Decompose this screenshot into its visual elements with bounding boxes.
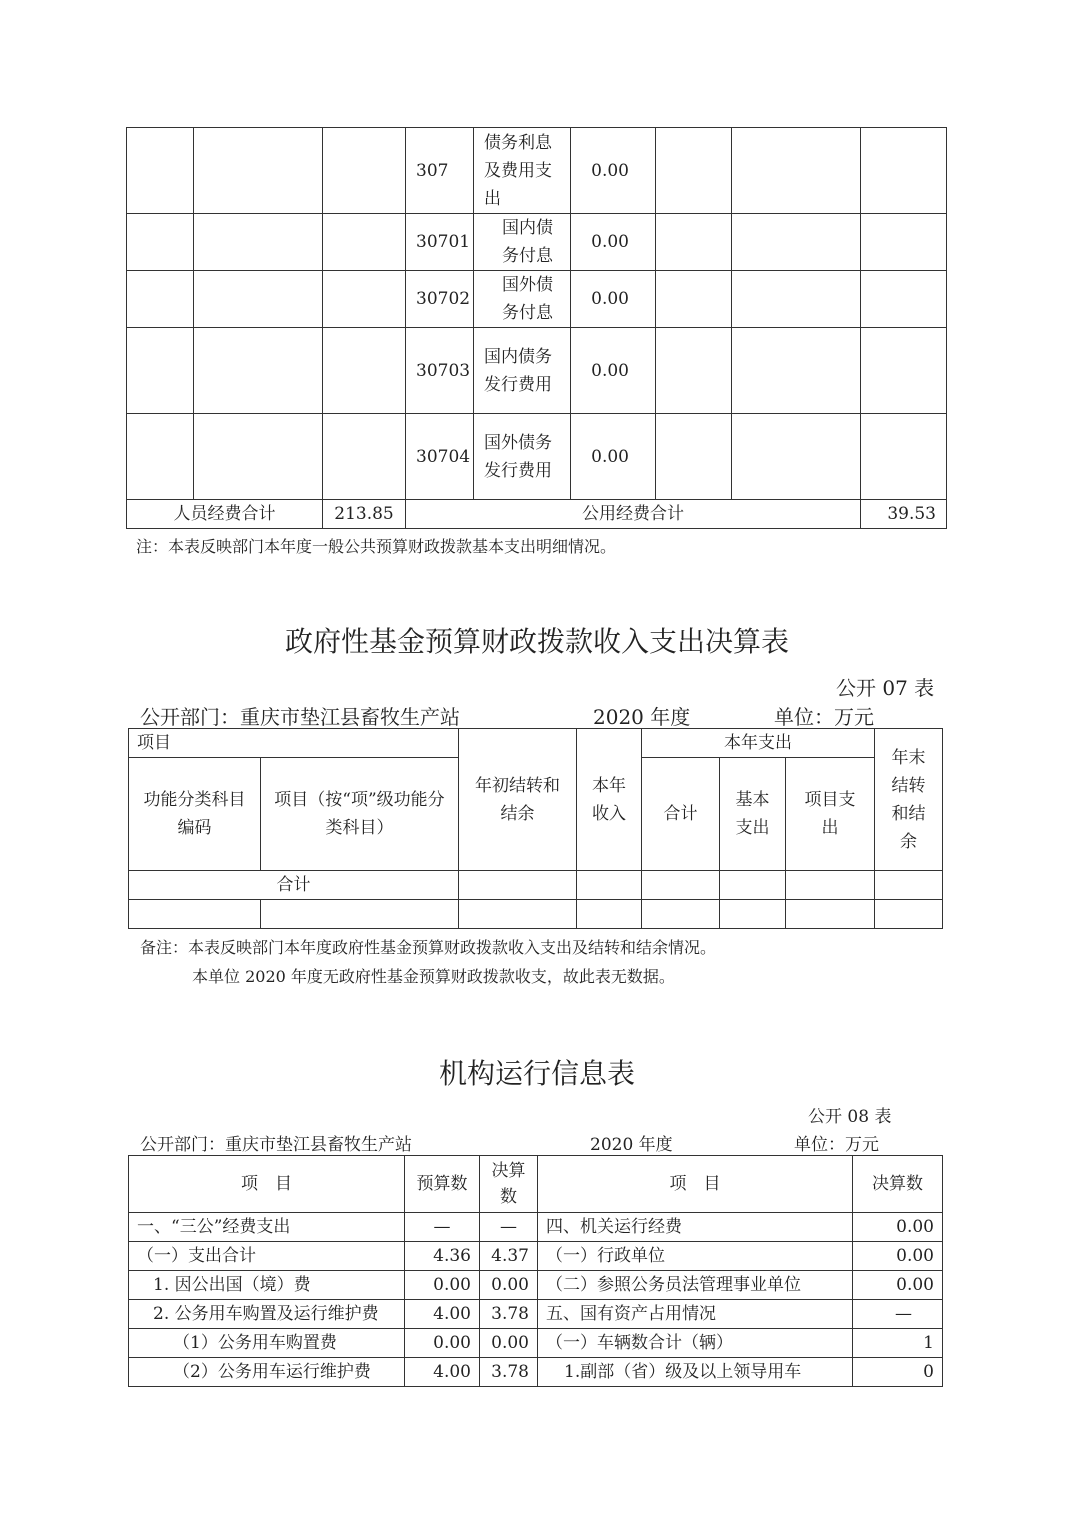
fund-table-title: 政府性基金预算财政拨款收入支出决算表 — [284, 625, 789, 658]
public-total-label: 公用经费合计 — [406, 500, 861, 529]
expense-code: 30701 — [406, 214, 474, 271]
fund-table-code: 公开 07 表 — [836, 676, 935, 700]
table-row — [127, 414, 947, 500]
header-total: 合计 — [642, 758, 720, 871]
table-row — [129, 1271, 943, 1300]
row-right-value: 0.00 — [853, 1213, 943, 1242]
row-budget: 4.00 — [405, 1300, 480, 1329]
row-final: 0.00 — [480, 1329, 538, 1358]
operation-table-code: 公开 08 表 — [808, 1107, 892, 1127]
expense-detail-table — [126, 127, 947, 529]
expense-name: 国外债务发行费用 — [484, 432, 552, 481]
expense-code: 307 — [406, 128, 474, 214]
row-left-label: 1. 因公出国（境）费 — [129, 1271, 405, 1300]
row-budget: 4.36 — [405, 1242, 480, 1271]
header-final-left: 决算数 — [491, 1161, 526, 1207]
table-row — [129, 1242, 943, 1271]
expense-amount: 0.00 — [571, 128, 656, 214]
personnel-total-value: 213.85 — [323, 500, 406, 529]
table-row — [129, 900, 943, 929]
row-budget: — — [405, 1213, 480, 1242]
expense-amount: 0.00 — [571, 414, 656, 500]
table-footer-row — [127, 500, 947, 529]
row-left-label: （1）公务用车购置费 — [129, 1329, 405, 1358]
header-func-code: 功能分类科目编码 — [143, 790, 246, 838]
fund-unit: 单位：万元 — [774, 705, 874, 729]
row-final: 4.37 — [480, 1242, 538, 1271]
expense-name: 国外债务付息 — [502, 275, 553, 323]
header-income: 本年收入 — [592, 775, 626, 824]
table-row — [129, 1329, 943, 1358]
row-right-value: 0.00 — [853, 1271, 943, 1300]
row-left-label: （2）公务用车运行维护费 — [129, 1358, 405, 1387]
operation-dept: 公开部门：重庆市垫江县畜牧生产站 — [140, 1135, 412, 1155]
row-right-label: 1.副部（省）级及以上领导用车 — [538, 1358, 853, 1387]
header-project-exp: 项目支出 — [804, 790, 856, 838]
expense-name: 国内债务发行费用 — [484, 346, 552, 395]
header-item-right: 项 目 — [538, 1156, 853, 1213]
table-row — [129, 871, 943, 900]
row-final: 3.78 — [480, 1300, 538, 1329]
row-left-label: 2. 公务用车购置及运行维护费 — [129, 1300, 405, 1329]
row-final: — — [480, 1213, 538, 1242]
fund-note-2: 本单位 2020 年度无政府性基金预算财政拨款收支，故此表无数据。 — [192, 967, 675, 986]
row-right-label: （二）参照公务员法管理事业单位 — [538, 1271, 853, 1300]
table-header-row — [129, 1156, 943, 1213]
table-header-row — [129, 729, 943, 758]
total-label: 合计 — [129, 871, 459, 900]
row-final: 0.00 — [480, 1271, 538, 1300]
operation-unit: 单位：万元 — [794, 1135, 879, 1155]
table-row — [129, 1300, 943, 1329]
header-project: 项目 — [129, 729, 459, 758]
row-budget: 0.00 — [405, 1271, 480, 1300]
expense-name: 国内债务付息 — [502, 218, 553, 266]
operation-table — [128, 1155, 943, 1387]
table-row — [129, 1213, 943, 1242]
table-row — [127, 271, 947, 328]
row-final: 3.78 — [480, 1358, 538, 1387]
expense-amount: 0.00 — [571, 271, 656, 328]
header-item-left: 项 目 — [129, 1156, 405, 1213]
row-budget: 4.00 — [405, 1358, 480, 1387]
row-right-value: — — [853, 1300, 943, 1329]
header-basic: 基本支出 — [735, 790, 770, 838]
expense-code: 30703 — [406, 328, 474, 414]
row-right-value: 1 — [853, 1329, 943, 1358]
row-left-label: （一）支出合计 — [129, 1242, 405, 1271]
fund-year: 2020 年度 — [593, 705, 691, 729]
row-right-label: 五、国有资产占用情况 — [538, 1300, 853, 1329]
expense-code: 30702 — [406, 271, 474, 328]
table-row — [129, 1358, 943, 1387]
operation-year: 2020 年度 — [590, 1135, 673, 1155]
row-right-value: 0.00 — [853, 1242, 943, 1271]
header-item: 项目（按“项”级功能分类科目） — [274, 790, 445, 838]
row-right-value: 0 — [853, 1358, 943, 1387]
public-total-value: 39.53 — [861, 500, 947, 529]
expense-code: 30704 — [406, 414, 474, 500]
header-expense-group: 本年支出 — [642, 729, 875, 758]
row-right-label: 四、机关运行经费 — [538, 1213, 853, 1242]
fund-table — [128, 728, 943, 929]
header-carry-end: 年末结转和结余 — [891, 747, 926, 852]
expense-name: 债务利息及费用支出 — [484, 132, 552, 209]
table1-note: 注：本表反映部门本年度一般公共预算财政拨款基本支出明细情况。 — [136, 537, 617, 556]
fund-note-1: 备注：本表反映部门本年度政府性基金预算财政拨款收入支出及结转和结余情况。 — [140, 938, 717, 957]
header-final-right: 决算数 — [853, 1156, 943, 1213]
operation-table-title: 机构运行信息表 — [438, 1057, 635, 1090]
row-left-label: 一、“三公”经费支出 — [129, 1213, 405, 1242]
table-row — [127, 214, 947, 271]
row-right-label: （一）行政单位 — [538, 1242, 853, 1271]
table-row — [127, 128, 947, 214]
expense-amount: 0.00 — [571, 328, 656, 414]
row-budget: 0.00 — [405, 1329, 480, 1358]
header-budget: 预算数 — [405, 1156, 480, 1213]
fund-dept: 公开部门：重庆市垫江县畜牧生产站 — [140, 705, 460, 729]
table-row — [127, 328, 947, 414]
personnel-total-label: 人员经费合计 — [127, 500, 323, 529]
expense-amount: 0.00 — [571, 214, 656, 271]
header-carry-begin: 年初结转和结余 — [475, 775, 560, 824]
row-right-label: （一）车辆数合计（辆） — [538, 1329, 853, 1358]
